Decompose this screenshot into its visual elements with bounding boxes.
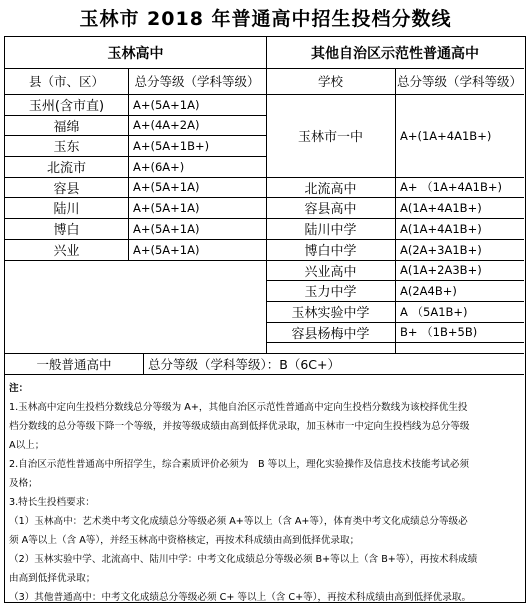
county-cell: 玉州(含市直) (28, 99, 105, 114)
grade-cell: A+(5A+1B+) (133, 138, 210, 153)
school-cell: 陆川中学 (304, 223, 357, 238)
column-header-grade: 总分等级（学科等级） (134, 74, 260, 89)
school-cell: 玉林实验中学 (291, 306, 370, 321)
grade-cell: A+(6A+) (133, 159, 185, 174)
school-cell: 玉林市一中 (297, 130, 363, 145)
grade-cell: A(1A+2A3B+) (400, 263, 482, 277)
rule (5, 374, 524, 375)
school-cell: 兴业高中 (304, 264, 357, 280)
page-title: 玉林市 2018 年普通高中招生投档分数线 (79, 8, 452, 30)
county-cell: 福绵 (53, 119, 80, 135)
general-school-label: 一般普通高中 (36, 356, 112, 372)
grade-cell: B+ （1B+5B) (400, 325, 478, 339)
column-header-county: 县（市、区） (28, 74, 104, 89)
grade-cell: A+ （1A+4A1B+) (400, 180, 502, 194)
notes-heading: 注： (9, 383, 29, 394)
note-line: 2.自治区示范性普通高中所招学生，综合素质评价必须为 B 等以上，理化实验操作及信息技术技能考试必须 (9, 459, 470, 470)
grade-cell: A （5A1B+) (400, 304, 468, 319)
column-header-school: 学校 (317, 74, 343, 89)
note-line: 由高到低择优录取； (9, 573, 96, 584)
note-line: 及格； (9, 478, 38, 489)
note-line: （1）玉林高中：艺术类中考文化成绩总分等级必须 A+等以上（含 A+等），体育类中考文化成绩总分等级必 (9, 516, 468, 527)
grade-cell: A+(4A+2A) (133, 118, 200, 132)
school-cell: 博白中学 (304, 244, 357, 259)
right-section-header: 其他自治区示范性普通高中 (311, 45, 479, 62)
column-header-grade: 总分等级（学科等级） (396, 74, 522, 89)
grade-cell: A(1A+4A1B+) (400, 200, 482, 215)
note-line: A以上； (9, 440, 45, 451)
county-cell: 陆川 (53, 202, 80, 217)
county-cell: 博白 (53, 223, 80, 238)
note-line: 档分数线的总分等级下降一个等级，并按等级成绩由高到低择优录取，加玉林市一中定向生投档线为总分等级 (9, 421, 470, 432)
county-cell: 玉东 (53, 140, 80, 155)
grade-cell: A+(5A+1A) (133, 180, 200, 194)
grade-cell: A+(5A+1A) (133, 97, 200, 112)
county-cell: 北流市 (46, 161, 86, 176)
left-section-header: 玉林高中 (107, 45, 164, 62)
grade-cell: A+(1A+4A1B+) (400, 128, 492, 143)
grade-cell: A(1A+4A1B+) (400, 221, 482, 236)
note-line: 1.玉林高中定向生投档分数线总分等级为 A+，其他自治区示范性普通高中定向生投档分数线为该校择优生投 (9, 402, 468, 413)
grade-cell: A(2A+3A1B+) (400, 242, 482, 257)
note-line: （3）其他普通高中：中考文化成绩总分等级必须 C+ 等以上（含 C+等），再按术科成绩由高到低择优录取。 (9, 592, 472, 603)
school-cell: 容县杨梅中学 (291, 326, 370, 342)
grade-cell: A+(5A+1A) (133, 200, 200, 215)
school-cell: 玉力中学 (304, 285, 357, 300)
school-cell: 北流高中 (304, 181, 357, 197)
note-line: 3.特长生投档要求： (9, 497, 95, 508)
note-line: 须 A等以上（含 A等），并经玉林高中资格核定，再按术科成绩由高到低择优录取； (9, 535, 360, 546)
notes-section (9, 379, 523, 607)
general-school-grade: 总分等级（学科等级）：B（6C+） (148, 356, 340, 372)
county-cell: 兴业 (53, 244, 80, 259)
grade-cell: A(2A4B+) (400, 283, 457, 298)
grade-cell: A+(5A+1A) (133, 221, 200, 236)
note-line: （2）玉林实验中学、北流高中、陆川中学：中考文化成绩总分等级必须 B+等以上（含 B+等），再按术科成绩 (9, 554, 478, 565)
grade-cell: A+(5A+1A) (133, 242, 200, 257)
school-cell (266, 342, 395, 353)
county-cell: 容县 (53, 181, 80, 197)
school-cell: 容县高中 (304, 202, 357, 217)
